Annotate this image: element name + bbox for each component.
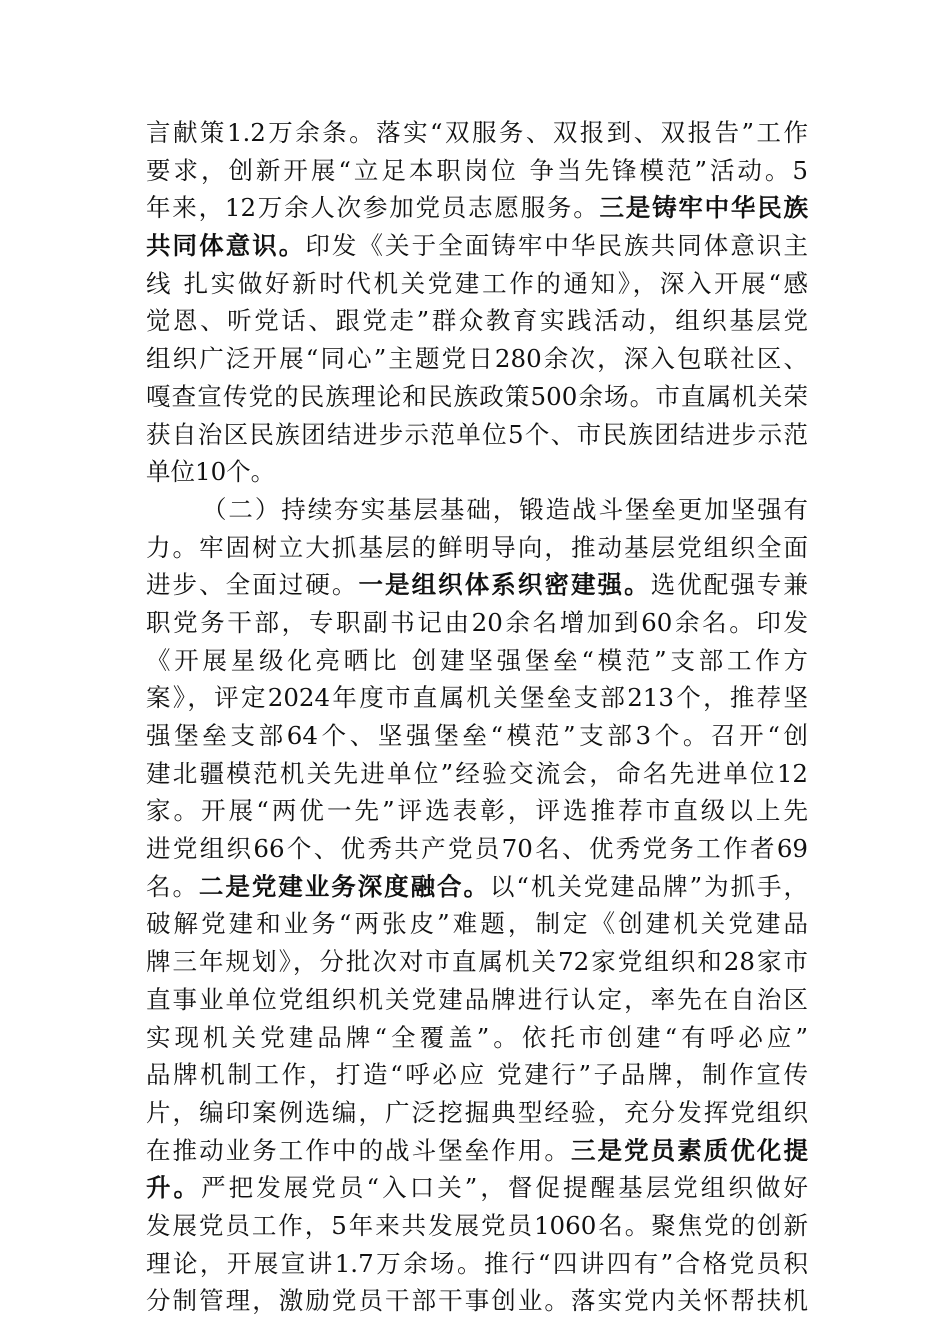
body-text: 力。 <box>146 532 200 562</box>
body-text: 单位10个。 <box>146 457 276 487</box>
body-text: 分制管理，激励党员干部干事创业。落实党内关怀帮扶机 <box>146 1286 808 1316</box>
body-text: 牌三年规划》，分批次对市直属机关72家党组织和28家市 <box>146 947 808 977</box>
body-text: 言献策1.2万余条。落实“双服务、双报到、双报告”工作 <box>146 118 808 147</box>
text-line <box>146 981 808 1019</box>
bold-heading-text: 共同体意识。 <box>146 231 306 261</box>
body-text: 在推动业务工作中的战斗堡垒作用。 <box>146 1135 571 1165</box>
bold-heading-text: 二是党建业务深度融合。 <box>198 871 490 901</box>
body-text: 选优配强专兼 <box>650 570 808 600</box>
body-text: 《开展星级化亮晒比 创建坚强堡垒“模范”支部工作方 <box>146 645 808 675</box>
body-text: 发展党员工作，5年来共发展党员1060名。聚焦党的创新 <box>146 1210 808 1240</box>
text-line <box>146 868 808 906</box>
body-text: 家。开展“两优一先”评选表彰，评选推荐市直级以上先 <box>146 796 808 826</box>
body-text: 名。 <box>146 871 199 901</box>
body-text: 直事业单位党组织机关党建品牌进行认定，率先在自治区 <box>146 984 808 1014</box>
body-text: 品牌机制工作，打造“呼必应 党建行”子品牌，制作宣传 <box>146 1060 808 1090</box>
bold-heading-text: 三是铸牢中华民族 <box>599 193 808 223</box>
body-text: 觉恩、听党话、跟党走”群众教育实践活动，组织基层党 <box>146 306 808 336</box>
body-text: 牢固树立大抓基层的鲜明导向，推动基层党组织全面 <box>199 532 808 562</box>
text-line <box>146 1169 808 1207</box>
bold-heading-text: 三是党员素质优化提 <box>571 1135 808 1165</box>
text-line <box>146 642 808 680</box>
document-body-text <box>146 114 808 1320</box>
body-text: 建北疆模范机关先进单位”经验交流会，命名先进单位12 <box>146 758 808 788</box>
text-line <box>146 604 808 642</box>
text-line <box>146 302 808 340</box>
text-line <box>146 529 808 567</box>
text-line <box>146 1056 808 1094</box>
text-line <box>146 265 808 303</box>
body-text: 年来，12万余人次参加党员志愿服务。 <box>146 193 600 223</box>
text-line <box>146 1245 808 1283</box>
text-line <box>146 1132 808 1170</box>
text-line <box>146 340 808 378</box>
text-line <box>146 755 808 793</box>
text-line <box>146 227 808 265</box>
body-text: 进步、全面过硬。 <box>146 570 359 600</box>
text-line <box>146 378 808 416</box>
body-text: 实现机关党建品牌“全覆盖”。依托市创建“有呼必应” <box>146 1022 808 1052</box>
text-line <box>146 1019 808 1057</box>
text-line <box>146 416 808 454</box>
text-line <box>146 943 808 981</box>
body-text: 破解党建和业务“两张皮”难题，制定《创建机关党建品 <box>146 909 808 939</box>
text-line <box>146 830 808 868</box>
body-text: 组织广泛开展“同心”主题党日280余次，深入包联社区、 <box>146 344 808 374</box>
body-text: 线 扎实做好新时代机关党建工作的通知》，深入开展“感 <box>146 268 808 298</box>
body-text: 职党务干部，专职副书记由20余名增加到60余名。印发 <box>146 607 808 637</box>
text-line <box>146 905 808 943</box>
text-line <box>146 1282 808 1320</box>
body-text: （二）持续夯实基层基础，锻造战斗堡垒更加坚强有 <box>202 494 808 524</box>
body-text: 以“机关党建品牌”为抓手， <box>489 871 808 901</box>
body-text: 获自治区民族团结进步示范单位5个、市民族团结进步示范 <box>146 419 808 449</box>
body-text: 要求，创新开展“立足本职岗位 争当先锋模范”活动。5 <box>146 155 808 185</box>
body-text: 严把发展党员“入口关”，督促提醒基层党组织做好 <box>201 1173 808 1203</box>
text-line <box>146 717 808 755</box>
text-line <box>146 114 808 152</box>
bold-heading-text: 升。 <box>146 1173 202 1203</box>
body-text: 嘎查宣传党的民族理论和民族政策500余场。市直属机关荣 <box>146 381 808 411</box>
body-text: 强堡垒支部64个、坚强堡垒“模范”支部3个。召开“创 <box>146 721 808 750</box>
text-line <box>146 453 808 491</box>
text-line <box>146 566 808 604</box>
body-text: 进党组织66个、优秀共产党员70名、优秀党务工作者69 <box>146 834 808 864</box>
text-line <box>146 491 808 529</box>
bold-heading-text: 一是组织体系织密建强。 <box>358 570 651 600</box>
body-text: 理论，开展宣讲1.7万余场。推行“四讲四有”合格党员积 <box>146 1248 808 1278</box>
text-line <box>146 792 808 830</box>
body-text: 印发《关于全面铸牢中华民族共同体意识主 <box>305 231 808 261</box>
text-line <box>146 189 808 227</box>
text-line <box>146 1094 808 1132</box>
text-line <box>146 1207 808 1245</box>
text-line <box>146 679 808 717</box>
text-line <box>146 152 808 190</box>
body-text: 片，编印案例选编，广泛挖掘典型经验，充分发挥党组织 <box>146 1097 808 1127</box>
body-text: 案》，评定2024年度市直属机关堡垒支部213个，推荐坚 <box>146 683 808 713</box>
